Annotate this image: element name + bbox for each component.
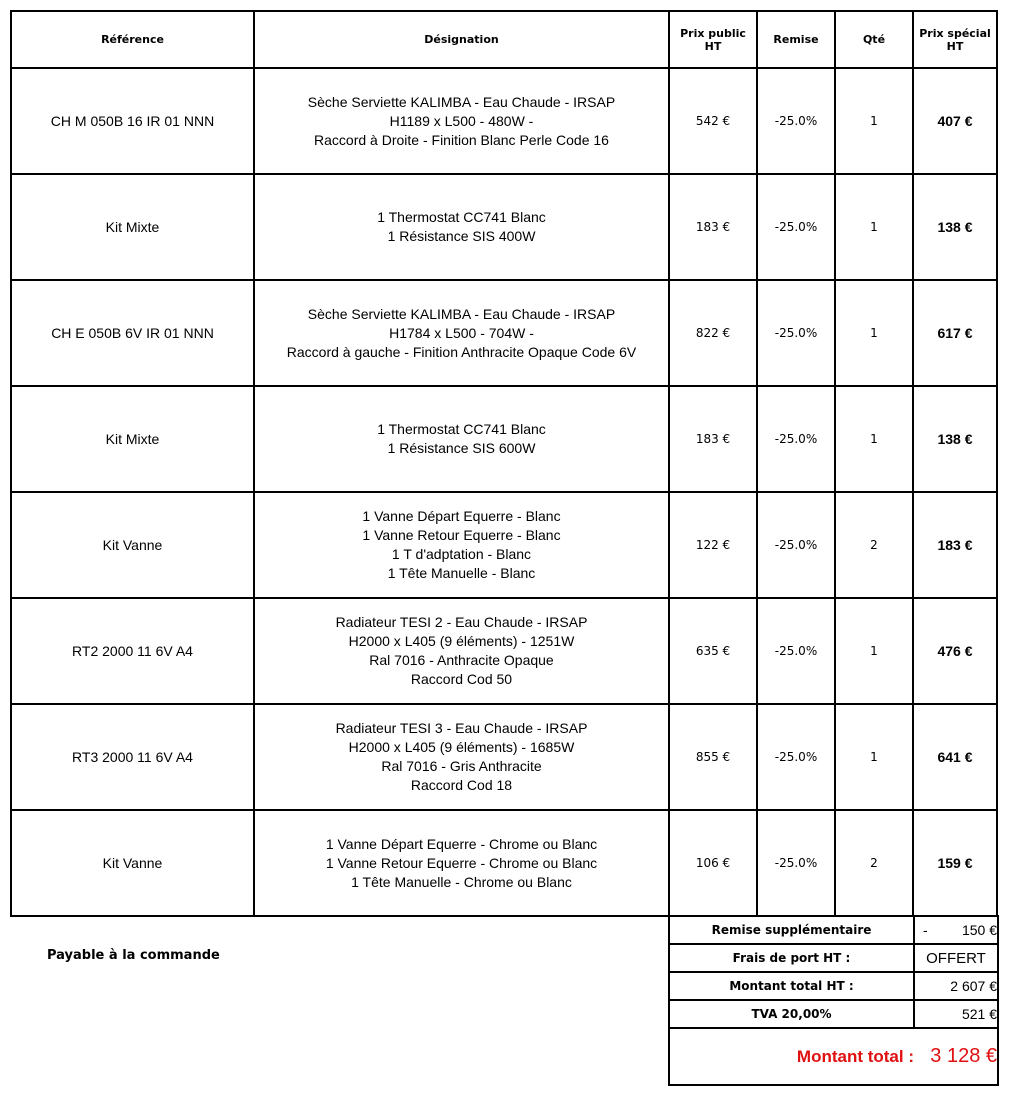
remise-cell: -25.0%	[757, 68, 835, 174]
remise-cell: -25.0%	[757, 174, 835, 280]
prix-special-cell: 183 €	[913, 492, 997, 598]
designation-line: Radiateur TESI 2 - Eau Chaude - IRSAP	[335, 614, 588, 630]
qte-cell: 1	[835, 598, 913, 704]
frais-port-value: OFFERT	[914, 944, 998, 972]
prix-special-cell: 617 €	[913, 280, 997, 386]
reference-cell: Kit Mixte	[11, 386, 254, 492]
reference-cell: Kit Vanne	[11, 492, 254, 598]
designation-line: Raccord Cod 18	[410, 777, 513, 793]
header-prix-special: Prix spécial HT	[913, 11, 997, 68]
totals-row-remise	[669, 916, 998, 944]
prix-special-cell: 476 €	[913, 598, 997, 704]
designation-line: 1 Tête Manuelle - Chrome ou Blanc	[351, 873, 572, 890]
qte-cell: 2	[835, 810, 913, 916]
prix-public-cell: 106 €	[669, 810, 757, 916]
remise-cell: -25.0%	[757, 704, 835, 810]
designation-line: Ral 7016 - Anthracite Opaque	[369, 652, 554, 668]
table-row	[11, 280, 997, 386]
designation-cell	[254, 704, 669, 810]
reference-cell: CH E 050B 6V IR 01 NNN	[11, 280, 254, 386]
reference-cell: RT2 2000 11 6V A4	[11, 598, 254, 704]
prix-special-cell: 641 €	[913, 704, 997, 810]
qte-cell: 1	[835, 174, 913, 280]
prix-special-cell: 138 €	[913, 386, 997, 492]
designation-line: Sèche Serviette KALIMBA - Eau Chaude - IRSAP	[307, 93, 616, 110]
header-reference: Référence	[11, 11, 254, 68]
prix-public-cell: 183 €	[669, 174, 757, 280]
grand-total-label: Montant total :	[669, 1028, 914, 1085]
qte-cell: 1	[835, 280, 913, 386]
table-row	[11, 174, 997, 280]
designation-line: 1 Résistance SIS 400W	[387, 228, 536, 244]
frais-port-label: Frais de port HT :	[669, 944, 914, 972]
remise-supp-label: Remise supplémentaire	[669, 916, 914, 944]
qte-cell: 1	[835, 704, 913, 810]
designation-cell	[254, 174, 669, 280]
header-remise: Remise	[757, 11, 835, 68]
designation-cell	[254, 492, 669, 598]
designation-line: H1784 x L500 - 704W -	[389, 324, 534, 341]
remise-supp-value: 150 €	[961, 922, 997, 938]
designation-cell	[254, 810, 669, 916]
qte-cell: 1	[835, 386, 913, 492]
reference-cell: RT3 2000 11 6V A4	[11, 704, 254, 810]
remise-cell: -25.0%	[757, 280, 835, 386]
prix-special-cell: 159 €	[913, 810, 997, 916]
remise-cell: -25.0%	[757, 492, 835, 598]
totals-row-tva	[669, 1000, 998, 1028]
grand-total-value: 3 128 €	[914, 1028, 998, 1085]
header-designation: Désignation	[254, 11, 669, 68]
designation-line: 1 Thermostat CC741 Blanc	[377, 421, 546, 437]
designation-line: Raccord à Droite - Finition Blanc Perle Code 16	[314, 131, 609, 148]
table-row	[11, 810, 997, 916]
remise-cell: -25.0%	[757, 386, 835, 492]
remise-supp-value-cell	[914, 916, 998, 944]
designation-line: 1 T d'adptation - Blanc	[391, 546, 532, 562]
qte-cell: 1	[835, 68, 913, 174]
minus-sign: -	[923, 922, 928, 938]
table-row	[11, 598, 997, 704]
designation-line: 1 Vanne Départ Equerre - Blanc	[362, 508, 561, 524]
designation-line: Raccord Cod 50	[410, 671, 513, 687]
designation-line: 1 Vanne Retour Equerre - Chrome ou Blanc	[325, 854, 598, 871]
designation-line: Sèche Serviette KALIMBA - Eau Chaude - IRSAP	[307, 305, 616, 322]
prix-special-cell: 407 €	[913, 68, 997, 174]
prix-public-cell: 122 €	[669, 492, 757, 598]
designation-line: H2000 x L405 (9 éléments) - 1251W	[348, 633, 575, 649]
totals-row-montant-ht	[669, 972, 998, 1000]
designation-line: H2000 x L405 (9 éléments) - 1685W	[348, 739, 575, 755]
header-qte: Qté	[835, 11, 913, 68]
designation-line: 1 Vanne Départ Equerre - Chrome ou Blanc	[325, 835, 598, 852]
reference-cell: CH M 050B 16 IR 01 NNN	[11, 68, 254, 174]
designation-cell	[254, 68, 669, 174]
header-row	[11, 11, 997, 68]
designation-line: 1 Tête Manuelle - Blanc	[387, 565, 536, 581]
designation-line: Radiateur TESI 3 - Eau Chaude - IRSAP	[335, 720, 588, 736]
table-row	[11, 386, 997, 492]
tva-value: 521 €	[914, 1000, 998, 1028]
remise-cell: -25.0%	[757, 810, 835, 916]
prix-special-cell: 138 €	[913, 174, 997, 280]
totals-table	[668, 915, 999, 1086]
designation-cell	[254, 280, 669, 386]
header-prix-public: Prix public HT	[669, 11, 757, 68]
tva-label: TVA 20,00%	[669, 1000, 914, 1028]
designation-cell	[254, 386, 669, 492]
designation-line: 1 Thermostat CC741 Blanc	[377, 209, 546, 225]
designation-cell	[254, 598, 669, 704]
prix-public-cell: 855 €	[669, 704, 757, 810]
designation-line: Raccord à gauche - Finition Anthracite Opaque Code 6V	[286, 343, 637, 360]
designation-line: Ral 7016 - Gris Anthracite	[381, 758, 542, 774]
table-row	[11, 492, 997, 598]
prix-public-cell: 542 €	[669, 68, 757, 174]
prix-public-cell: 822 €	[669, 280, 757, 386]
designation-line: 1 Vanne Retour Equerre - Blanc	[362, 527, 561, 543]
table-row	[11, 68, 997, 174]
montant-ht-value: 2 607 €	[914, 972, 998, 1000]
designation-line: H1189 x L500 - 480W -	[389, 112, 534, 129]
prix-public-cell: 635 €	[669, 598, 757, 704]
designation-line: 1 Résistance SIS 600W	[387, 440, 536, 456]
table-row	[11, 704, 997, 810]
prix-public-cell: 183 €	[669, 386, 757, 492]
totals-row-grand-total	[669, 1028, 998, 1085]
qte-cell: 2	[835, 492, 913, 598]
reference-cell: Kit Mixte	[11, 174, 254, 280]
payment-note: Payable à la commande	[47, 948, 220, 963]
totals-row-frais-port	[669, 944, 998, 972]
montant-ht-label: Montant total HT :	[669, 972, 914, 1000]
remise-cell: -25.0%	[757, 598, 835, 704]
quote-table	[10, 10, 998, 917]
reference-cell: Kit Vanne	[11, 810, 254, 916]
